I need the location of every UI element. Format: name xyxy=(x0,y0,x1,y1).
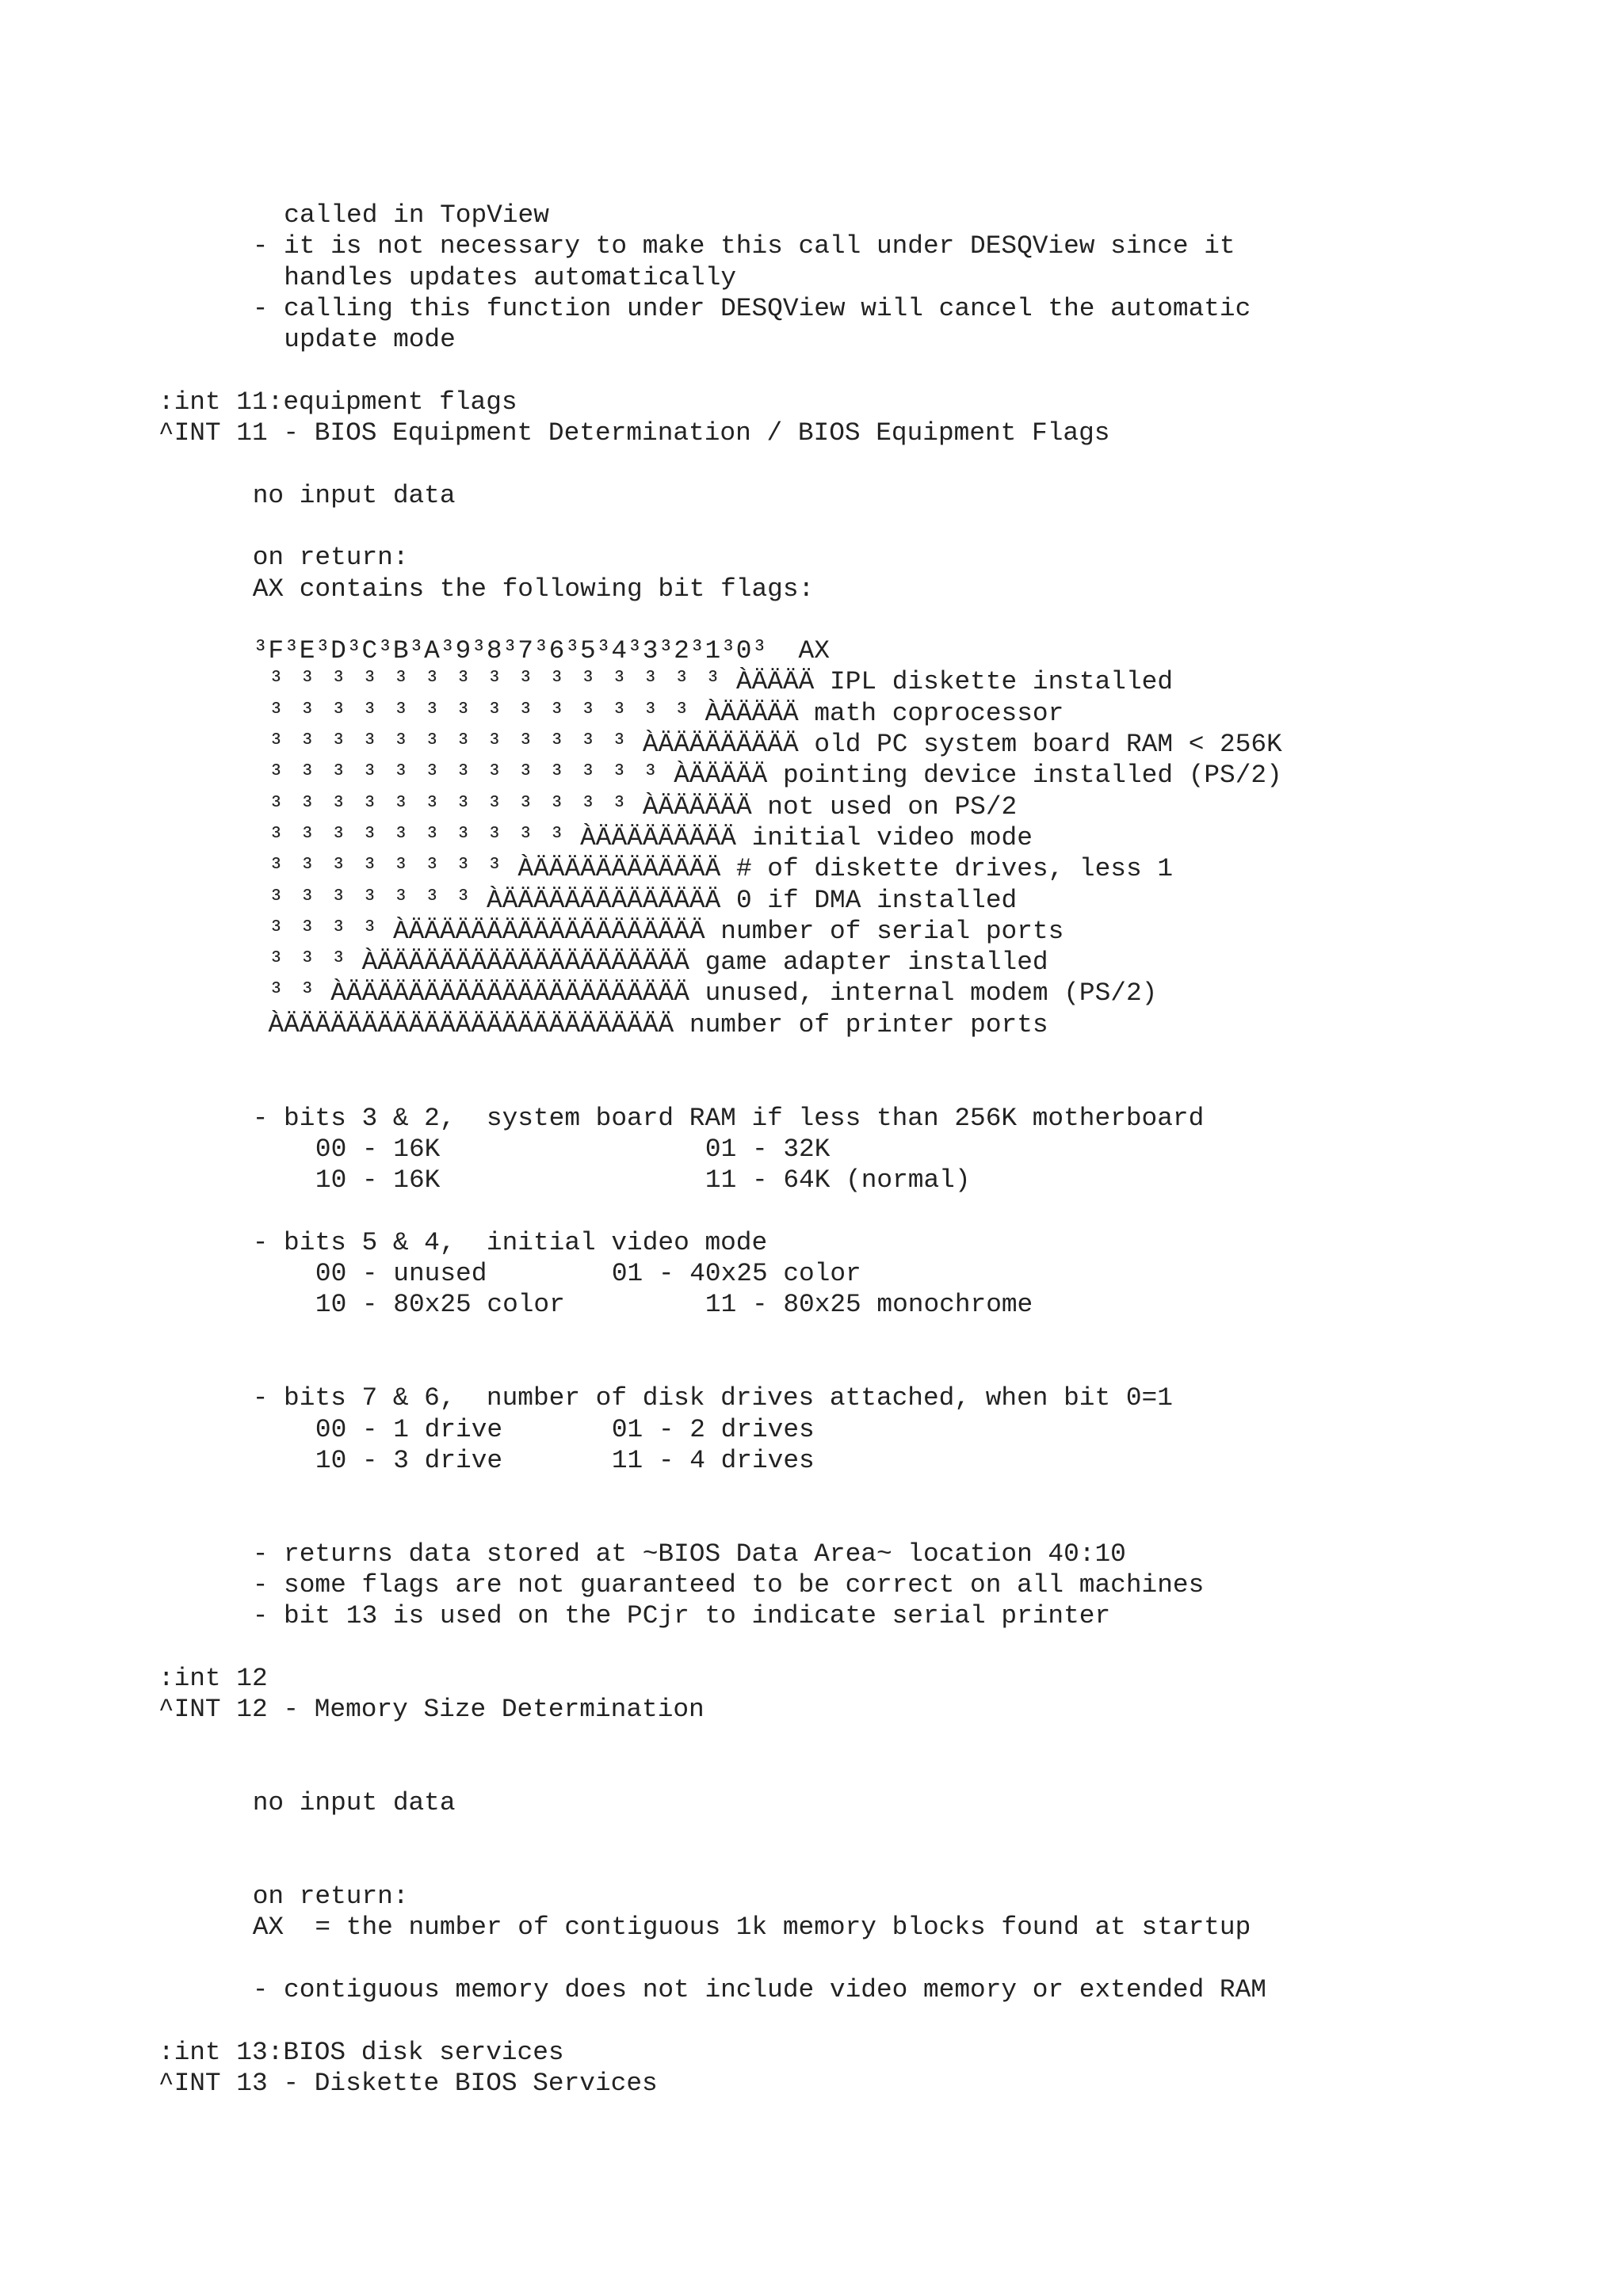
line-text: - it is not necessary to make this call under DESQView since it xyxy=(252,231,1235,261)
blank-line xyxy=(0,1632,1623,1663)
blank-line xyxy=(0,1850,1623,1881)
text-line xyxy=(0,231,1623,261)
line-text: - contiguous memory does not include video memory or extended RAM xyxy=(252,1974,1266,2004)
blank-line xyxy=(0,1943,1623,1974)
blank-line xyxy=(0,2005,1623,2036)
text-line xyxy=(0,1414,1623,1445)
text-line xyxy=(0,1663,1623,1694)
line-text: AX contains the following bit flags: xyxy=(252,574,815,604)
text-line xyxy=(0,1383,1623,1413)
text-line xyxy=(0,200,1623,231)
text-line xyxy=(0,2068,1623,2099)
text-line xyxy=(0,1694,1623,1725)
blank-line xyxy=(0,605,1623,635)
text-line xyxy=(0,791,1623,822)
blank-line xyxy=(0,511,1623,542)
blank-line xyxy=(0,1818,1623,1849)
line-text: ÀÄÄÄÄÄÄÄÄÄÄÄÄÄÄÄÄÄÄÄÄÄÄÄÄÄ number of printer ports xyxy=(268,1009,1048,1039)
text-line xyxy=(0,1289,1623,1320)
line-text: called in TopView xyxy=(284,200,549,230)
line-text: :int 13:BIOS disk services xyxy=(158,2037,564,2067)
text-line xyxy=(0,760,1623,791)
line-text: - bits 5 & 4, initial video mode xyxy=(252,1227,768,1257)
blank-line xyxy=(0,1071,1623,1102)
text-line xyxy=(0,1912,1623,1943)
text-line xyxy=(0,1974,1623,2005)
line-text: ^INT 11 - BIOS Equipment Determination / BIOS Equipment Flags xyxy=(158,418,1110,448)
text-line xyxy=(0,1569,1623,1600)
text-line xyxy=(0,574,1623,605)
blank-line xyxy=(0,1756,1623,1787)
text-line xyxy=(0,324,1623,355)
line-text: 10 - 16K 11 - 64K (normal) xyxy=(315,1165,971,1196)
line-text: ^INT 12 - Memory Size Determination xyxy=(158,1695,705,1725)
line-text: ³ ³ ³ ³ ÀÄÄÄÄÄÄÄÄÄÄÄÄÄÄÄÄÄÄÄ number of serial ports xyxy=(268,916,1064,946)
text-line xyxy=(0,262,1623,293)
blank-line xyxy=(0,448,1623,479)
document-page xyxy=(0,200,1623,2099)
line-text: 10 - 80x25 color 11 - 80x25 monochrome xyxy=(315,1290,1033,1320)
line-text: ³F³E³D³C³B³A³9³8³7³6³5³4³3³2³1³0³ AX xyxy=(252,636,830,666)
line-text: 10 - 3 drive 11 - 4 drives xyxy=(315,1445,815,1475)
line-text: :int 11:equipment flags xyxy=(158,387,517,417)
line-text: ³ ³ ÀÄÄÄÄÄÄÄÄÄÄÄÄÄÄÄÄÄÄÄÄÄÄ unused, internal modem (PS/2) xyxy=(268,978,1158,1009)
blank-line xyxy=(0,1476,1623,1507)
blank-line xyxy=(0,1040,1623,1071)
line-text: - calling this function under DESQView will cancel the automatic xyxy=(252,293,1251,323)
line-text: ³ ³ ³ ³ ³ ³ ³ ³ ³ ³ ³ ³ ³ ³ ³ ÀÄÄÄÄ IPL diskette installed xyxy=(268,667,1174,697)
line-text: - bits 3 & 2, system board RAM if less than 256K motherboard xyxy=(252,1103,1205,1133)
text-line xyxy=(0,947,1623,978)
blank-line xyxy=(0,1726,1623,1756)
line-text: ³ ³ ³ ³ ³ ³ ³ ³ ³ ³ ³ ³ ³ ÀÄÄÄÄÄ pointing device installed (PS/2) xyxy=(268,761,1282,791)
text-line xyxy=(0,698,1623,729)
line-text: 00 - unused 01 - 40x25 color xyxy=(315,1259,861,1289)
line-text: - bits 7 & 6, number of disk drives attached, when bit 0=1 xyxy=(252,1383,1173,1413)
line-text: AX = the number of contiguous 1k memory blocks found at startup xyxy=(252,1913,1251,1943)
line-text: ³ ³ ³ ³ ³ ³ ³ ³ ³ ³ ³ ³ ÀÄÄÄÄÄÄÄÄÄ old PC system board RAM < 256K xyxy=(268,730,1282,760)
blank-line xyxy=(0,1352,1623,1383)
text-line xyxy=(0,978,1623,1009)
line-text: ³ ³ ³ ÀÄÄÄÄÄÄÄÄÄÄÄÄÄÄÄÄÄÄÄÄ game adapter installed xyxy=(268,948,1048,978)
text-line xyxy=(0,1258,1623,1289)
line-text: 00 - 16K 01 - 32K xyxy=(315,1134,831,1164)
line-text: ³ ³ ³ ³ ³ ³ ³ ÀÄÄÄÄÄÄÄÄÄÄÄÄÄÄ 0 if DMA installed xyxy=(268,885,1018,915)
text-line xyxy=(0,916,1623,947)
text-line xyxy=(0,1600,1623,1631)
text-line xyxy=(0,480,1623,511)
line-text: :int 12 xyxy=(158,1663,268,1693)
text-line xyxy=(0,1103,1623,1134)
blank-line xyxy=(0,1321,1623,1352)
blank-line xyxy=(0,1507,1623,1538)
line-text: no input data xyxy=(252,1788,456,1818)
text-line xyxy=(0,822,1623,853)
text-line xyxy=(0,2037,1623,2068)
line-text: ³ ³ ³ ³ ³ ³ ³ ³ ÀÄÄÄÄÄÄÄÄÄÄÄÄ # of diskette drives, less 1 xyxy=(268,854,1174,884)
blank-line xyxy=(0,1196,1623,1227)
line-text: handles updates automatically xyxy=(284,262,737,292)
line-text: - some flags are not guaranteed to be correct on all machines xyxy=(252,1570,1205,1600)
line-text: on return: xyxy=(252,543,409,573)
text-line xyxy=(0,853,1623,884)
text-line xyxy=(0,542,1623,573)
text-line xyxy=(0,635,1623,666)
text-line xyxy=(0,1539,1623,1569)
text-line xyxy=(0,885,1623,916)
text-line xyxy=(0,729,1623,760)
line-text: no input data xyxy=(252,480,456,510)
text-line xyxy=(0,1009,1623,1040)
line-text: ³ ³ ³ ³ ³ ³ ³ ³ ³ ³ ÀÄÄÄÄÄÄÄÄÄ initial video mode xyxy=(268,822,1033,852)
line-text: - bit 13 is used on the PCjr to indicate serial printer xyxy=(252,1601,1111,1631)
line-text: update mode xyxy=(284,325,456,355)
text-line xyxy=(0,293,1623,324)
text-line xyxy=(0,418,1623,448)
text-line xyxy=(0,1445,1623,1476)
text-line xyxy=(0,666,1623,697)
text-line xyxy=(0,1134,1623,1165)
line-text: ³ ³ ³ ³ ³ ³ ³ ³ ³ ³ ³ ³ ÀÄÄÄÄÄÄ not used on PS/2 xyxy=(268,791,1018,822)
line-text: ^INT 13 - Diskette BIOS Services xyxy=(158,2068,658,2098)
line-text: on return: xyxy=(252,1882,409,1912)
text-line xyxy=(0,387,1623,418)
text-line xyxy=(0,1881,1623,1912)
blank-line xyxy=(0,355,1623,386)
line-text: 00 - 1 drive 01 - 2 drives xyxy=(315,1414,815,1444)
line-text: - returns data stored at ~BIOS Data Area~ location 40:10 xyxy=(252,1539,1126,1569)
text-line xyxy=(0,1227,1623,1258)
line-text: ³ ³ ³ ³ ³ ³ ³ ³ ³ ³ ³ ³ ³ ³ ÀÄÄÄÄÄ math coprocessor xyxy=(268,698,1064,728)
text-line xyxy=(0,1165,1623,1196)
text-line xyxy=(0,1787,1623,1818)
